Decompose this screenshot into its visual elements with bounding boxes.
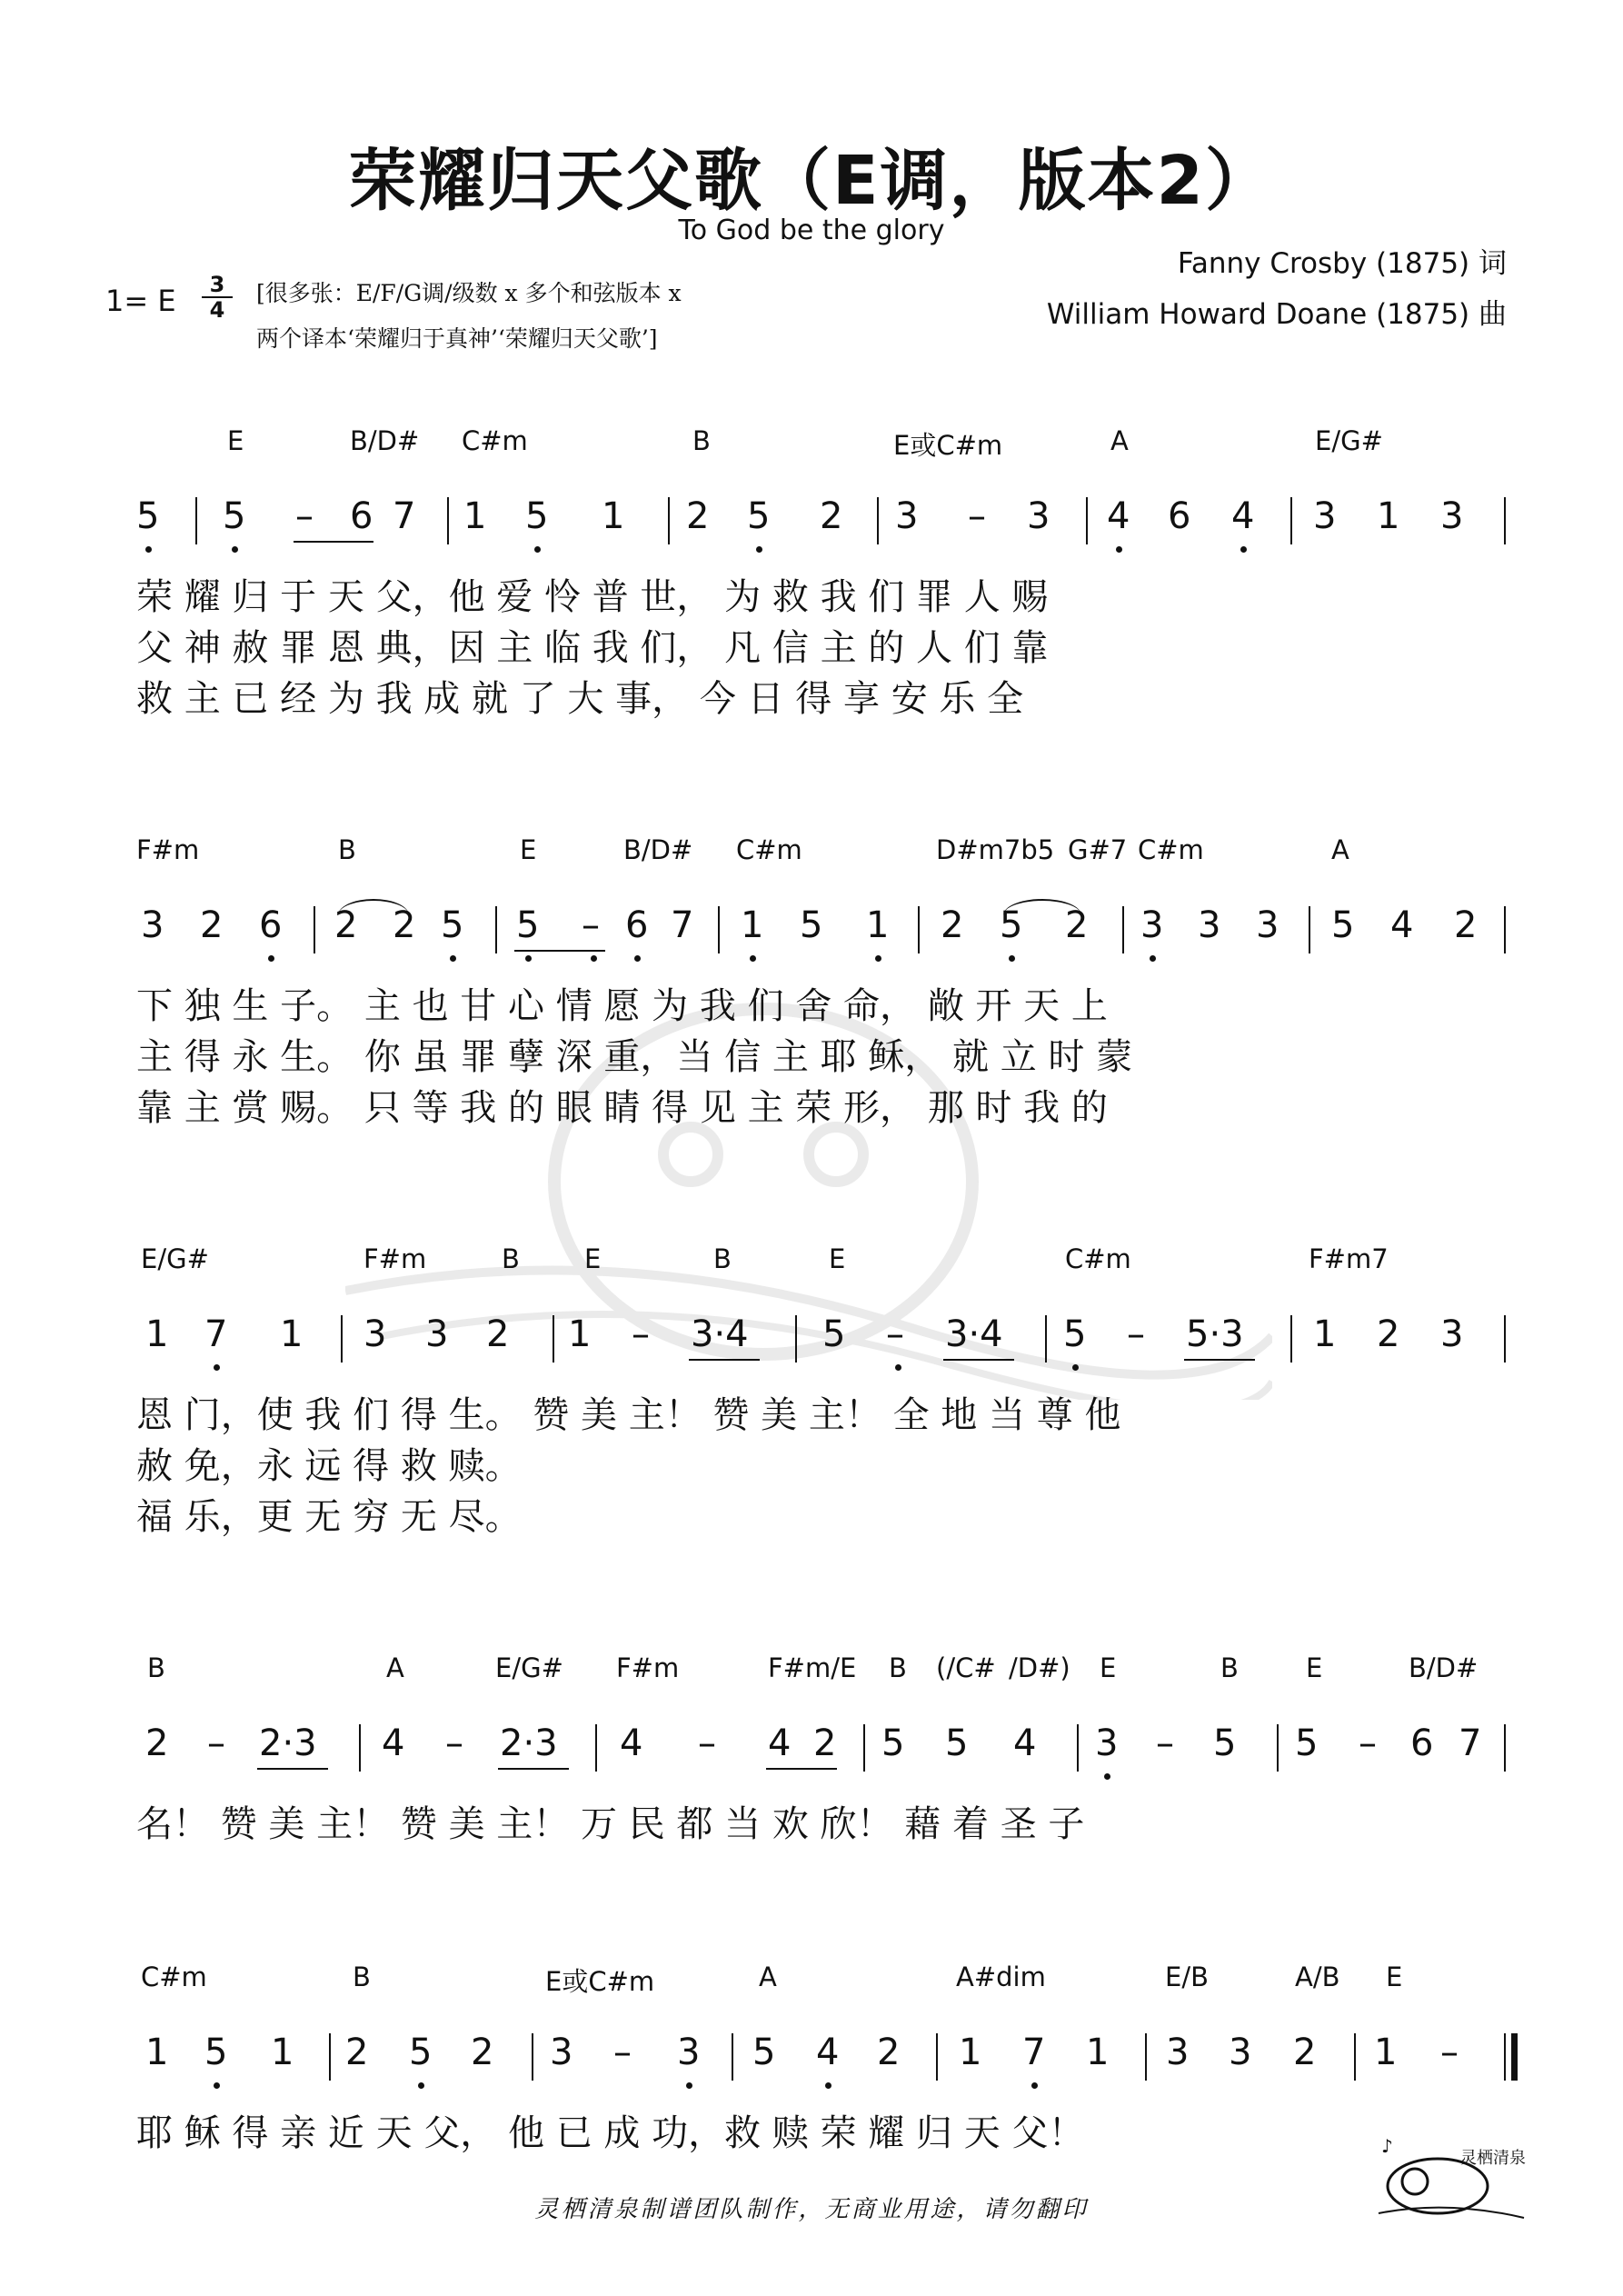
note: 3	[363, 1313, 387, 1355]
note: 7	[204, 1313, 228, 1355]
note: 3	[1440, 1313, 1464, 1355]
note: 1	[602, 495, 625, 537]
bar-line	[553, 1315, 554, 1363]
chord-symbol: E	[1386, 1962, 1403, 1992]
chord-symbol: F#m7	[1309, 1243, 1389, 1274]
note: 6	[1410, 1722, 1434, 1764]
note-octave-dot	[686, 2082, 692, 2089]
note: 5	[1331, 904, 1355, 946]
edition-note	[256, 271, 682, 362]
note: 2	[941, 904, 964, 946]
bar-line	[1504, 1315, 1506, 1363]
note: 5	[822, 1313, 846, 1355]
bar-line	[1504, 497, 1506, 544]
bar-line	[1277, 1724, 1279, 1772]
note-octave-dot	[825, 2082, 831, 2089]
note-octave-dot	[232, 546, 238, 553]
note: 3	[1140, 904, 1164, 946]
key-signature: 1= E	[105, 284, 176, 318]
footer-notice: 灵栖清泉制谱团队制作，无商业用途，请勿翻印	[534, 2196, 1089, 2223]
note: 6	[350, 495, 373, 537]
note: 4	[1231, 495, 1255, 537]
note: 3	[425, 1313, 449, 1355]
lyric-line: 下 独 生 子。 主 也 甘 心 情 愿 为 我 们 舍 命， 敞 开 天 上	[136, 985, 1108, 1027]
note: –	[968, 495, 986, 537]
bar-line	[1086, 497, 1088, 544]
note: 5	[1063, 1313, 1087, 1355]
note: 3	[1313, 495, 1337, 537]
note-octave-dot	[750, 955, 756, 962]
note: –	[886, 1313, 904, 1355]
note-octave-dot	[895, 1364, 901, 1371]
note: 3	[1440, 495, 1464, 537]
chord-symbol: E	[227, 425, 244, 456]
note: –	[632, 1313, 650, 1355]
bar-line	[732, 2033, 733, 2081]
note: 4	[382, 1722, 405, 1764]
slur	[338, 899, 409, 915]
bar-line	[195, 497, 197, 544]
svg-text:♪: ♪	[1381, 2135, 1393, 2157]
chord-symbol: (/C#	[936, 1652, 996, 1683]
bar-line	[532, 2033, 533, 2081]
note: 2	[393, 904, 416, 946]
note: 2	[1065, 904, 1089, 946]
note: 1	[959, 2031, 982, 2073]
page-title: 荣耀归天父歌（E调，版本2）	[348, 142, 1275, 220]
note: 3	[1027, 495, 1050, 537]
note: 2	[1377, 1313, 1400, 1355]
bar-line	[918, 906, 920, 953]
note: 7	[393, 495, 416, 537]
lyric-line: 荣 耀 归 于 天 父，他 爱 怜 普 世， 为 救 我 们 罪 人 赐	[136, 576, 1049, 618]
note: 7	[1459, 1722, 1482, 1764]
chord-symbol: E或C#m	[545, 1966, 655, 1997]
note: 5·3	[1186, 1313, 1244, 1355]
note-underline	[514, 950, 605, 952]
note: 4	[768, 1722, 792, 1764]
note: –	[1127, 1313, 1145, 1355]
chord-symbol: B/D#	[350, 425, 420, 456]
chord-symbol: E/G#	[1315, 425, 1383, 456]
chord-symbol: C#m	[462, 425, 528, 456]
note: 6	[1168, 495, 1191, 537]
bar-line	[1504, 1724, 1506, 1772]
chord-symbol: G#7	[1068, 834, 1128, 865]
note-octave-dot	[1104, 1773, 1110, 1780]
chord-symbol: E/G#	[141, 1243, 209, 1274]
lyricist: Fanny Crosby (1875) 词	[1177, 247, 1507, 280]
note: 3	[1166, 2031, 1190, 2073]
lyric-line: 赦 免，永 远 得 救 赎。	[136, 1445, 522, 1487]
note: 2·3	[500, 1722, 558, 1764]
chord-symbol: B	[338, 834, 356, 865]
chord-symbol: B	[692, 425, 711, 456]
note-underline	[498, 1768, 569, 1770]
note: 3	[677, 2031, 701, 2073]
note: 1	[1086, 2031, 1110, 2073]
note-underline	[257, 1768, 328, 1770]
chord-symbol: C#m	[1138, 834, 1204, 865]
note-octave-dot	[214, 2082, 220, 2089]
note-octave-dot	[1116, 546, 1122, 553]
chord-symbol: E	[829, 1243, 846, 1274]
note: 1	[1374, 2031, 1398, 2073]
chord-symbol: E	[1100, 1652, 1117, 1683]
note: 3	[1229, 2031, 1252, 2073]
note-octave-dot	[525, 955, 532, 962]
chord-symbol: B	[1220, 1652, 1239, 1683]
note: 3	[1256, 904, 1279, 946]
note-octave-dot	[756, 546, 762, 553]
chord-symbol: B	[353, 1962, 371, 1992]
note: 1	[568, 1313, 592, 1355]
note: –	[613, 2031, 632, 2073]
final-bar-line-thick	[1511, 2033, 1518, 2081]
note: 5	[204, 2031, 228, 2073]
note: 1	[145, 1313, 169, 1355]
note-octave-dot	[145, 546, 152, 553]
chord-symbol: A	[1331, 834, 1349, 865]
note: 2	[145, 1722, 169, 1764]
bar-line	[1290, 497, 1292, 544]
final-bar-line	[1504, 2033, 1506, 2081]
chord-symbol: C#m	[141, 1962, 207, 1992]
note-octave-dot	[1031, 2082, 1038, 2089]
bar-line	[877, 497, 879, 544]
note: –	[207, 1722, 225, 1764]
lyric-line: 救 主 已 经 为 我 成 就 了 大 事， 今 日 得 享 安 乐 全	[136, 678, 1024, 720]
note: 7	[671, 904, 694, 946]
note-octave-dot	[875, 955, 881, 962]
bar-line	[314, 906, 315, 953]
lyric-line: 父 神 赦 罪 恩 典，因 主 临 我 们， 凡 信 主 的 人 们 靠	[136, 627, 1049, 669]
bar-line	[595, 1724, 597, 1772]
bar-line	[329, 2033, 331, 2081]
note: 6	[259, 904, 283, 946]
chord-symbol: C#m	[1065, 1243, 1131, 1274]
note: 5	[136, 495, 160, 537]
note: 2	[200, 904, 224, 946]
chord-symbol: E或C#m	[893, 430, 1003, 461]
bar-line	[1504, 906, 1506, 953]
page-subtitle: To God be the glory	[678, 215, 945, 246]
chord-symbol: A	[1110, 425, 1129, 456]
note: –	[295, 495, 314, 537]
bar-line	[359, 1724, 361, 1772]
slur	[1003, 899, 1081, 915]
chord-symbol: E	[584, 1243, 602, 1274]
note: 2	[877, 2031, 901, 2073]
bar-line	[341, 1315, 343, 1363]
bar-line	[1122, 906, 1124, 953]
lyric-line: 恩 门，使 我 们 得 生。 赞 美 主！ 赞 美 主！ 全 地 当 尊 他	[136, 1394, 1121, 1436]
note-octave-dot	[634, 955, 641, 962]
chord-symbol: B	[889, 1652, 907, 1683]
note: 2	[820, 495, 843, 537]
note: 4	[1107, 495, 1130, 537]
note-octave-dot	[418, 2082, 424, 2089]
note: 5	[525, 495, 549, 537]
chord-symbol: F#m/E	[768, 1652, 857, 1683]
note: 5	[223, 495, 246, 537]
note-underline	[943, 1359, 1014, 1361]
note: 1	[145, 2031, 169, 2073]
note-octave-dot	[591, 955, 597, 962]
lyric-line: 主 得 永 生。 你 虽 罪 孽 深 重，当 信 主 耶 稣， 就 立 时 蒙	[136, 1036, 1133, 1078]
edition-note-line1: [很多张：E/F/G调/级数 x 多个和弦版本 x	[256, 280, 682, 306]
chord-symbol: B	[147, 1652, 165, 1683]
note: 5	[516, 904, 540, 946]
chord-symbol: E	[1306, 1652, 1323, 1683]
note: 1	[866, 904, 890, 946]
chord-symbol: E/B	[1165, 1962, 1209, 1992]
note: 5	[747, 495, 771, 537]
note: 2	[334, 904, 358, 946]
note: 3	[550, 2031, 573, 2073]
note-underline	[766, 1768, 837, 1770]
note-octave-dot	[534, 546, 541, 553]
bar-line	[795, 1315, 797, 1363]
note: 4	[620, 1722, 643, 1764]
note: 5	[441, 904, 464, 946]
chord-symbol: B/D#	[1409, 1652, 1479, 1683]
note: 5	[752, 2031, 776, 2073]
note: –	[1359, 1722, 1377, 1764]
credits	[1047, 238, 1507, 340]
note: 1	[271, 2031, 294, 2073]
bar-line	[1354, 2033, 1356, 2081]
note: 5	[1213, 1722, 1237, 1764]
time-bottom: 4	[202, 296, 233, 322]
chord-symbol: F#m	[136, 834, 200, 865]
note: 2·3	[259, 1722, 317, 1764]
chord-symbol: E/G#	[495, 1652, 563, 1683]
bar-line	[1077, 1724, 1079, 1772]
note: –	[1156, 1722, 1174, 1764]
chord-symbol: B	[713, 1243, 732, 1274]
chord-symbol: /D#)	[1009, 1652, 1070, 1683]
note-octave-dot	[214, 1364, 220, 1371]
chord-symbol: A/B	[1295, 1962, 1340, 1992]
bar-line	[718, 906, 720, 953]
note: 3·4	[945, 1313, 1003, 1355]
note: 5	[881, 1722, 905, 1764]
bar-line	[936, 2033, 938, 2081]
chord-symbol: F#m	[616, 1652, 680, 1683]
note: 5	[1000, 904, 1023, 946]
lyric-line: 耶 稣 得 亲 近 天 父， 他 已 成 功，救 赎 荣 耀 归 天 父！	[136, 2112, 1085, 2154]
note-underline	[294, 541, 373, 543]
bar-line	[447, 497, 449, 544]
note: 2	[345, 2031, 369, 2073]
note: –	[1440, 2031, 1459, 2073]
chord-symbol: C#m	[736, 834, 802, 865]
note: 4	[1390, 904, 1414, 946]
note-underline	[1184, 1359, 1255, 1361]
chord-symbol: A	[759, 1962, 777, 1992]
note: 1	[463, 495, 487, 537]
note-octave-dot	[1240, 546, 1247, 553]
note: 5	[409, 2031, 433, 2073]
note: –	[445, 1722, 463, 1764]
note: 1	[1313, 1313, 1337, 1355]
note-underline	[689, 1359, 760, 1361]
note: 4	[816, 2031, 840, 2073]
note: 3	[1198, 904, 1221, 946]
note: 2	[486, 1313, 510, 1355]
note: 3	[1095, 1722, 1119, 1764]
logo-text: 灵栖清泉	[1460, 2149, 1526, 2168]
note: 5	[945, 1722, 969, 1764]
note-octave-dot	[1009, 955, 1015, 962]
chord-symbol: F#m	[363, 1243, 427, 1274]
bar-line	[668, 497, 670, 544]
bar-line	[1290, 1315, 1292, 1363]
note: 3	[141, 904, 164, 946]
lyric-line: 福 乐，更 无 穷 无 尽。	[136, 1496, 522, 1538]
note: 4	[1013, 1722, 1037, 1764]
time-signature	[202, 273, 233, 322]
note: –	[698, 1722, 716, 1764]
note: 2	[1454, 904, 1478, 946]
note: 5	[800, 904, 823, 946]
bar-line	[1045, 1315, 1047, 1363]
edition-note-line2: 两个译本‘荣耀归于真神’‘荣耀归天父歌’]	[256, 325, 658, 352]
note: 6	[625, 904, 649, 946]
chord-symbol: E	[520, 834, 537, 865]
composer: William Howard Doane (1875) 曲	[1046, 298, 1507, 331]
bar-line	[1145, 2033, 1147, 2081]
note: 2	[686, 495, 710, 537]
note-octave-dot	[1150, 955, 1156, 962]
note-octave-dot	[450, 955, 456, 962]
chord-symbol: D#m7b5	[936, 834, 1055, 865]
note: 2	[471, 2031, 494, 2073]
note: –	[582, 904, 600, 946]
note: 5	[1295, 1722, 1319, 1764]
bar-line	[495, 906, 497, 953]
time-top: 3	[209, 272, 225, 297]
bar-line	[863, 1724, 865, 1772]
note-octave-dot	[1072, 1364, 1079, 1371]
chord-symbol: A#dim	[956, 1962, 1046, 1992]
chord-symbol: A	[386, 1652, 404, 1683]
lyric-line: 名！ 赞 美 主！ 赞 美 主！ 万 民 都 当 欢 欣！ 藉 着 圣 子	[136, 1803, 1085, 1845]
note: 3·4	[691, 1313, 749, 1355]
bar-line	[1309, 906, 1310, 953]
note: 3	[895, 495, 919, 537]
chord-symbol: B	[502, 1243, 520, 1274]
note: 7	[1022, 2031, 1046, 2073]
note-octave-dot	[268, 955, 274, 962]
note: 2	[1293, 2031, 1317, 2073]
lyric-line: 靠 主 赏 赐。 只 等 我 的 眼 睛 得 见 主 荣 形， 那 时 我 的	[136, 1087, 1108, 1129]
chord-symbol: B/D#	[623, 834, 693, 865]
note: 1	[280, 1313, 304, 1355]
note: 1	[1377, 495, 1400, 537]
note: 1	[741, 904, 764, 946]
note: 2	[813, 1722, 837, 1764]
